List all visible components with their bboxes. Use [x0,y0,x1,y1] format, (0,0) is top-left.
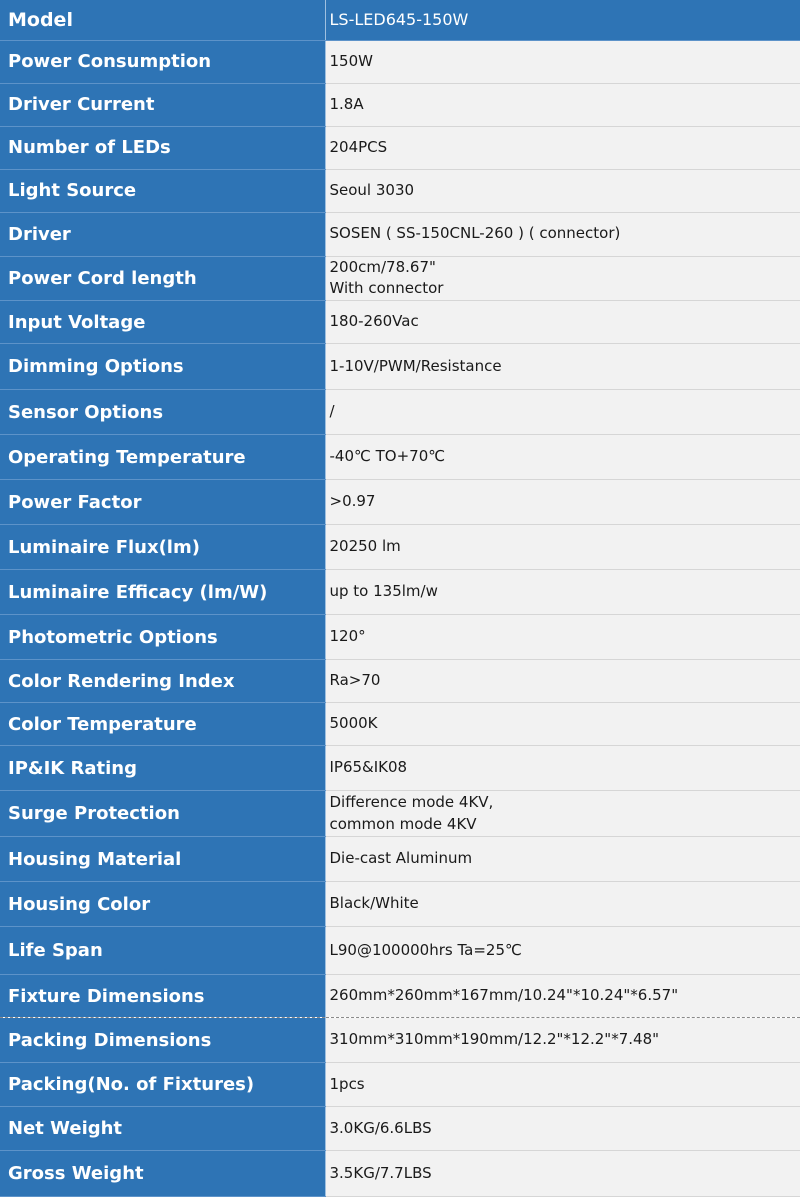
spec-row [0,301,800,344]
spec-label: Gross Weight [0,1151,325,1197]
spec-value: / [325,390,800,435]
spec-row [0,660,800,703]
spec-row [0,570,800,615]
spec-value: Difference mode 4KV, common mode 4KV [325,791,800,837]
spec-row [0,746,800,791]
spec-row [0,212,800,256]
spec-row [0,1063,800,1107]
spec-row [0,344,800,390]
spec-value: Die-cast Aluminum [325,837,800,882]
spec-row [0,480,800,525]
spec-label: Driver Current [0,83,325,126]
spec-label: Light Source [0,169,325,212]
spec-label: Operating Temperature [0,435,325,480]
spec-value: 120° [325,615,800,660]
spec-value: 310mm*310mm*190mm/12.2"*12.2"*7.48" [325,1018,800,1063]
spec-row [0,975,800,1018]
spec-label: Input Voltage [0,301,325,344]
spec-value: L90@100000hrs Ta=25℃ [325,927,800,975]
spec-value: 260mm*260mm*167mm/10.24"*10.24"*6.57" [325,975,800,1018]
spec-value: Seoul 3030 [325,169,800,212]
spec-value: 200cm/78.67" With connector [325,256,800,301]
header-label: Model [0,0,325,40]
spec-label: Driver [0,212,325,256]
spec-value: 1.8A [325,83,800,126]
spec-value: 180-260Vac [325,301,800,344]
spec-row [0,435,800,480]
spec-label: Dimming Options [0,344,325,390]
spec-value: -40℃ TO+70℃ [325,435,800,480]
spec-row [0,390,800,435]
spec-row [0,1107,800,1151]
spec-label: Surge Protection [0,791,325,837]
spec-label: Life Span [0,927,325,975]
spec-label: IP&IK Rating [0,746,325,791]
spec-label: Color Rendering Index [0,660,325,703]
spec-row [0,169,800,212]
spec-label: Packing Dimensions [0,1018,325,1063]
spec-label: Color Temperature [0,703,325,746]
spec-label: Luminaire Efficacy (lm/W) [0,570,325,615]
spec-row [0,83,800,126]
spec-row [0,40,800,83]
header-row [0,0,800,40]
spec-value: 1pcs [325,1063,800,1107]
spec-label: Housing Material [0,837,325,882]
spec-row [0,837,800,882]
spec-label: Sensor Options [0,390,325,435]
spec-row [0,615,800,660]
spec-label: Net Weight [0,1107,325,1151]
spec-row [0,703,800,746]
spec-row [0,927,800,975]
spec-value: 150W [325,40,800,83]
spec-value: Ra>70 [325,660,800,703]
spec-value: up to 135lm/w [325,570,800,615]
spec-value: 3.0KG/6.6LBS [325,1107,800,1151]
spec-label: Housing Color [0,882,325,927]
spec-value: 3.5KG/7.7LBS [325,1151,800,1197]
spec-value: 1-10V/PWM/Resistance [325,344,800,390]
spec-value: 5000K [325,703,800,746]
spec-label: Fixture Dimensions [0,975,325,1018]
spec-label: Packing(No. of Fixtures) [0,1063,325,1107]
spec-row [0,791,800,837]
spec-row [0,882,800,927]
spec-value: IP65&IK08 [325,746,800,791]
spec-row [0,126,800,169]
spec-value: Black/White [325,882,800,927]
spec-label: Luminaire Flux(lm) [0,525,325,570]
spec-label: Power Factor [0,480,325,525]
header-value: LS-LED645-150W [325,0,800,40]
spec-value: >0.97 [325,480,800,525]
spec-label: Number of LEDs [0,126,325,169]
spec-label: Power Cord length [0,256,325,301]
spec-row [0,1151,800,1197]
spec-value: 20250 lm [325,525,800,570]
spec-value: 204PCS [325,126,800,169]
spec-label: Power Consumption [0,40,325,83]
spec-label: Photometric Options [0,615,325,660]
spec-row [0,525,800,570]
spec-row [0,256,800,301]
spec-row [0,1018,800,1063]
spec-value: SOSEN ( SS-150CNL-260 ) ( connector) [325,212,800,256]
